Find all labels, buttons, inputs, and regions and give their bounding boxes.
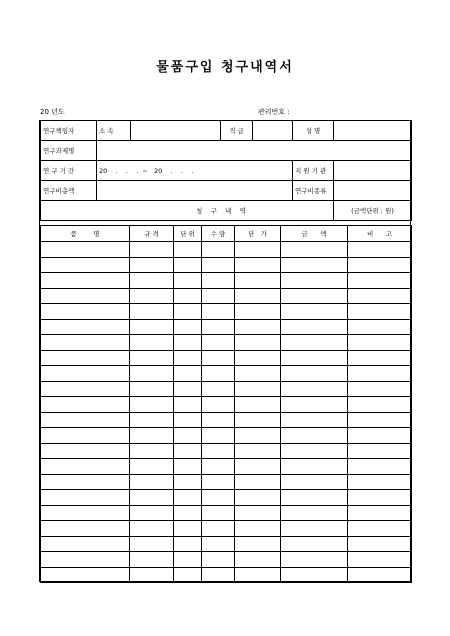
amount-cell[interactable] [281, 288, 348, 304]
quantity-cell[interactable] [202, 257, 235, 273]
item-name-cell[interactable] [41, 552, 130, 568]
budget-type-field[interactable] [334, 181, 412, 201]
amount-cell[interactable] [281, 505, 348, 521]
amount-cell[interactable] [281, 242, 348, 258]
amount-cell[interactable] [281, 273, 348, 289]
remarks-cell[interactable] [348, 412, 412, 428]
unit-price-cell[interactable] [235, 552, 281, 568]
col-header-remarks: 비 고 [348, 226, 412, 242]
unit-cell[interactable] [174, 428, 202, 444]
unit-cell[interactable] [174, 459, 202, 475]
item-name-cell[interactable] [41, 536, 130, 552]
remarks-cell[interactable] [348, 304, 412, 320]
unit-cell[interactable] [174, 350, 202, 366]
request-section-label: 청 구 내 역 [41, 201, 334, 221]
table-row [41, 397, 412, 413]
remarks-cell[interactable] [348, 428, 412, 444]
amount-cell[interactable] [281, 443, 348, 459]
unit-price-cell[interactable] [235, 474, 281, 490]
unit-price-cell[interactable] [235, 490, 281, 506]
remarks-cell[interactable] [348, 567, 412, 583]
table-row [41, 381, 412, 397]
remarks-cell[interactable] [348, 288, 412, 304]
spec-cell[interactable] [130, 304, 174, 320]
unit-price-cell[interactable] [235, 536, 281, 552]
spec-cell[interactable] [130, 335, 174, 351]
quantity-cell[interactable] [202, 428, 235, 444]
table-row [41, 459, 412, 475]
item-name-cell[interactable] [41, 288, 130, 304]
unit-cell[interactable] [174, 521, 202, 537]
table-row [41, 335, 412, 351]
table-row [41, 273, 412, 289]
spec-cell[interactable] [130, 567, 174, 583]
remarks-cell[interactable] [348, 474, 412, 490]
table-row [41, 552, 412, 568]
spec-cell[interactable] [130, 366, 174, 382]
request-section-row [41, 201, 412, 221]
affiliation-label: 소 속 [97, 121, 131, 141]
unit-price-cell[interactable] [235, 412, 281, 428]
item-name-cell[interactable] [41, 319, 130, 335]
budget-row [41, 181, 412, 201]
unit-price-cell[interactable] [235, 505, 281, 521]
amount-cell[interactable] [281, 366, 348, 382]
remarks-cell[interactable] [348, 257, 412, 273]
item-name-cell[interactable] [41, 257, 130, 273]
remarks-cell[interactable] [348, 521, 412, 537]
unit-price-cell[interactable] [235, 459, 281, 475]
management-number-label: 관리번호 : [258, 108, 290, 116]
remarks-cell[interactable] [348, 459, 412, 475]
item-name-cell[interactable] [41, 366, 130, 382]
item-name-cell[interactable] [41, 350, 130, 366]
item-name-cell[interactable] [41, 242, 130, 258]
quantity-cell[interactable] [202, 412, 235, 428]
table-row [41, 536, 412, 552]
unit-price-cell[interactable] [235, 273, 281, 289]
table-row [41, 567, 412, 583]
col-header-unit-price: 단 가 [235, 226, 281, 242]
researcher-label: 연구책임자 [41, 121, 97, 141]
quantity-cell[interactable] [202, 381, 235, 397]
unit-cell[interactable] [174, 273, 202, 289]
remarks-cell[interactable] [348, 381, 412, 397]
spec-cell[interactable] [130, 319, 174, 335]
remarks-cell[interactable] [348, 319, 412, 335]
remarks-cell[interactable] [348, 536, 412, 552]
unit-price-cell[interactable] [235, 350, 281, 366]
amount-cell[interactable] [281, 304, 348, 320]
support-org-field[interactable] [334, 161, 412, 181]
unit-price-cell[interactable] [235, 366, 281, 382]
item-name-cell[interactable] [41, 567, 130, 583]
quantity-cell[interactable] [202, 536, 235, 552]
items-body [41, 242, 412, 583]
spec-cell[interactable] [130, 459, 174, 475]
spec-cell[interactable] [130, 242, 174, 258]
unit-price-cell[interactable] [235, 567, 281, 583]
quantity-cell[interactable] [202, 459, 235, 475]
spec-cell[interactable] [130, 552, 174, 568]
unit-cell[interactable] [174, 505, 202, 521]
remarks-cell[interactable] [348, 350, 412, 366]
item-name-cell[interactable] [41, 443, 130, 459]
quantity-cell[interactable] [202, 304, 235, 320]
unit-cell[interactable] [174, 552, 202, 568]
unit-cell[interactable] [174, 335, 202, 351]
item-name-cell[interactable] [41, 490, 130, 506]
amount-cell[interactable] [281, 335, 348, 351]
table-row [41, 443, 412, 459]
item-name-cell[interactable] [41, 335, 130, 351]
unit-cell[interactable] [174, 412, 202, 428]
col-header-amount: 금 액 [281, 226, 348, 242]
unit-price-cell[interactable] [235, 443, 281, 459]
meta-row [40, 107, 410, 119]
info-table [40, 120, 412, 221]
table-row [41, 474, 412, 490]
unit-cell[interactable] [174, 443, 202, 459]
amount-cell[interactable] [281, 536, 348, 552]
budget-type-label: 연구비종류 [293, 181, 334, 201]
unit-price-cell[interactable] [235, 397, 281, 413]
table-row [41, 490, 412, 506]
position-field[interactable] [253, 121, 293, 141]
unit-cell[interactable] [174, 288, 202, 304]
item-name-cell[interactable] [41, 474, 130, 490]
quantity-cell[interactable] [202, 273, 235, 289]
unit-cell[interactable] [174, 567, 202, 583]
spec-cell[interactable] [130, 490, 174, 506]
quantity-cell[interactable] [202, 242, 235, 258]
remarks-cell[interactable] [348, 273, 412, 289]
total-budget-field[interactable] [97, 181, 293, 201]
name-label: 성 명 [293, 121, 334, 141]
spec-cell[interactable] [130, 412, 174, 428]
amount-cell[interactable] [281, 257, 348, 273]
table-row [41, 412, 412, 428]
spec-cell[interactable] [130, 381, 174, 397]
unit-price-cell[interactable] [235, 242, 281, 258]
remarks-cell[interactable] [348, 443, 412, 459]
col-header-item-name: 품 명 [41, 226, 130, 242]
remarks-cell[interactable] [348, 335, 412, 351]
spec-cell[interactable] [130, 350, 174, 366]
quantity-cell[interactable] [202, 288, 235, 304]
item-name-cell[interactable] [41, 304, 130, 320]
table-row [41, 350, 412, 366]
unit-price-cell[interactable] [235, 521, 281, 537]
item-name-cell[interactable] [41, 459, 130, 475]
unit-cell[interactable] [174, 490, 202, 506]
item-name-cell[interactable] [41, 397, 130, 413]
amount-cell[interactable] [281, 474, 348, 490]
item-name-cell[interactable] [41, 381, 130, 397]
unit-price-cell[interactable] [235, 288, 281, 304]
quantity-cell[interactable] [202, 567, 235, 583]
remarks-cell[interactable] [348, 505, 412, 521]
project-title-row [41, 141, 412, 161]
quantity-cell[interactable] [202, 319, 235, 335]
amount-cell[interactable] [281, 567, 348, 583]
unit-cell[interactable] [174, 397, 202, 413]
col-header-spec: 규 격 [130, 226, 174, 242]
quantity-cell[interactable] [202, 474, 235, 490]
spec-cell[interactable] [130, 474, 174, 490]
unit-price-cell[interactable] [235, 319, 281, 335]
unit-price-cell[interactable] [235, 335, 281, 351]
table-row [41, 257, 412, 273]
remarks-cell[interactable] [348, 397, 412, 413]
spec-cell[interactable] [130, 397, 174, 413]
name-field[interactable] [334, 121, 412, 141]
unit-cell[interactable] [174, 242, 202, 258]
unit-cell[interactable] [174, 381, 202, 397]
unit-price-cell[interactable] [235, 428, 281, 444]
affiliation-field[interactable] [131, 121, 221, 141]
item-name-cell[interactable] [41, 412, 130, 428]
spec-cell[interactable] [130, 428, 174, 444]
unit-cell[interactable] [174, 319, 202, 335]
remarks-cell[interactable] [348, 366, 412, 382]
period-field[interactable]: 20 . . . ~ 20 . . . [97, 161, 293, 181]
quantity-cell[interactable] [202, 552, 235, 568]
item-name-cell[interactable] [41, 505, 130, 521]
col-header-unit: 단 위 [174, 226, 202, 242]
project-title-field[interactable] [97, 141, 412, 161]
amount-cell[interactable] [281, 521, 348, 537]
spec-cell[interactable] [130, 273, 174, 289]
spec-cell[interactable] [130, 505, 174, 521]
table-row [41, 304, 412, 320]
position-label: 직 급 [221, 121, 253, 141]
col-header-quantity: 수 량 [202, 226, 235, 242]
unit-price-cell[interactable] [235, 304, 281, 320]
table-row [41, 242, 412, 258]
amount-cell[interactable] [281, 381, 348, 397]
remarks-cell[interactable] [348, 242, 412, 258]
item-name-cell[interactable] [41, 521, 130, 537]
spec-cell[interactable] [130, 257, 174, 273]
item-name-cell[interactable] [41, 273, 130, 289]
unit-cell[interactable] [174, 474, 202, 490]
quantity-cell[interactable] [202, 366, 235, 382]
period-row [41, 161, 412, 181]
spec-cell[interactable] [130, 288, 174, 304]
remarks-cell[interactable] [348, 490, 412, 506]
amount-cell[interactable] [281, 428, 348, 444]
unit-cell[interactable] [174, 536, 202, 552]
quantity-cell[interactable] [202, 490, 235, 506]
document-title: 물품구입 청구내역서 [156, 60, 294, 75]
unit-cell[interactable] [174, 304, 202, 320]
spec-cell[interactable] [130, 521, 174, 537]
table-row [41, 505, 412, 521]
quantity-cell[interactable] [202, 397, 235, 413]
amount-cell[interactable] [281, 490, 348, 506]
amount-cell[interactable] [281, 459, 348, 475]
total-budget-label: 연구비총액 [41, 181, 97, 201]
table-row [41, 366, 412, 382]
amount-cell[interactable] [281, 552, 348, 568]
researcher-row [41, 121, 412, 141]
table-row [41, 288, 412, 304]
table-row [41, 521, 412, 537]
period-label: 연 구 기 간 [41, 161, 97, 181]
unit-cell[interactable] [174, 366, 202, 382]
amount-cell[interactable] [281, 350, 348, 366]
spec-cell[interactable] [130, 536, 174, 552]
project-title-label: 연구과제명 [41, 141, 97, 161]
quantity-cell[interactable] [202, 335, 235, 351]
unit-cell[interactable] [174, 257, 202, 273]
unit-price-cell[interactable] [235, 257, 281, 273]
remarks-cell[interactable] [348, 552, 412, 568]
quantity-cell[interactable] [202, 350, 235, 366]
year-label: 20 년도 [40, 108, 65, 116]
table-row [41, 428, 412, 444]
amount-cell[interactable] [281, 412, 348, 428]
items-table [40, 225, 412, 583]
spec-cell[interactable] [130, 443, 174, 459]
amount-unit-note: (금액단위 : 원) [334, 201, 412, 221]
item-name-cell[interactable] [41, 428, 130, 444]
quantity-cell[interactable] [202, 505, 235, 521]
items-header-row [41, 226, 412, 242]
amount-cell[interactable] [281, 397, 348, 413]
table-row [41, 319, 412, 335]
support-org-label: 지 원 기 관 [293, 161, 334, 181]
unit-price-cell[interactable] [235, 381, 281, 397]
amount-cell[interactable] [281, 319, 348, 335]
quantity-cell[interactable] [202, 443, 235, 459]
quantity-cell[interactable] [202, 521, 235, 537]
